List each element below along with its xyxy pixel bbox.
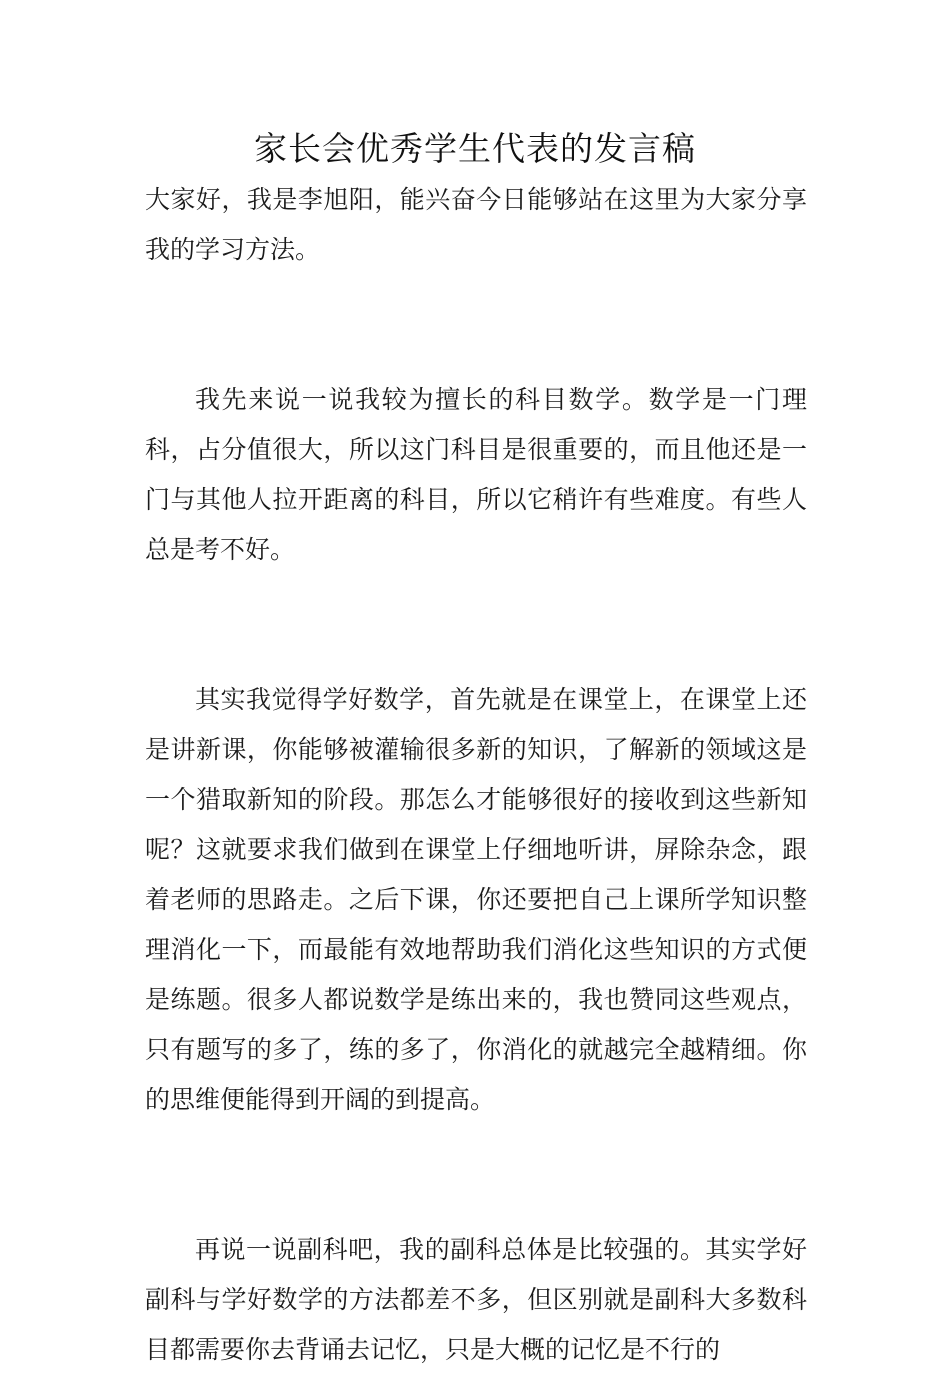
- paragraph-spacer: [145, 1125, 807, 1225]
- paragraph-math-method: 其实我觉得学好数学，首先就是在课堂上，在课堂上还是讲新课，你能够被灌输很多新的知识，了解新的领域这是一个猎取新知的阶段。那怎么才能够很好的接收到这些新知呢？这就要求我们做到在课堂上仔细地听讲，屏除杂念，跟着老师的思路走。之后下课，你还要把自己上课所学知识整理消化一下，而最能有效地帮助我们消化这些知识的方式便是练题。很多人都说数学是练出来的，我也赞同这些观点，只有题写的多了，练的多了，你消化的就越完全越精细。你的思维便能得到开阔的到提高。: [145, 685, 807, 1114]
- paragraph-greeting: 大家好，我是李旭阳，能兴奋今日能够站在这里为大家分享我的学习方法。: [145, 185, 807, 264]
- document-title: 家长会优秀学生代表的发言稿: [254, 129, 696, 168]
- paragraph-spacer: [145, 575, 807, 675]
- paragraph-minor-subjects: 再说一说副科吧，我的副科总体是比较强的。其实学好副科与学好数学的方法都差不多，但区别就是副科大多数科目都需要你去背诵去记忆，只是大概的记忆是不行的: [145, 1235, 807, 1364]
- document-body: [145, 175, 807, 1375]
- paragraph-math-intro: 我先来说一说我较为擅长的科目数学。数学是一门理科，占分值很大，所以这门科目是很重要的，而且他还是一门与其他人拉开距离的科目，所以它稍许有些难度。有些人总是考不好。: [145, 385, 807, 564]
- paragraph-spacer: [145, 275, 807, 375]
